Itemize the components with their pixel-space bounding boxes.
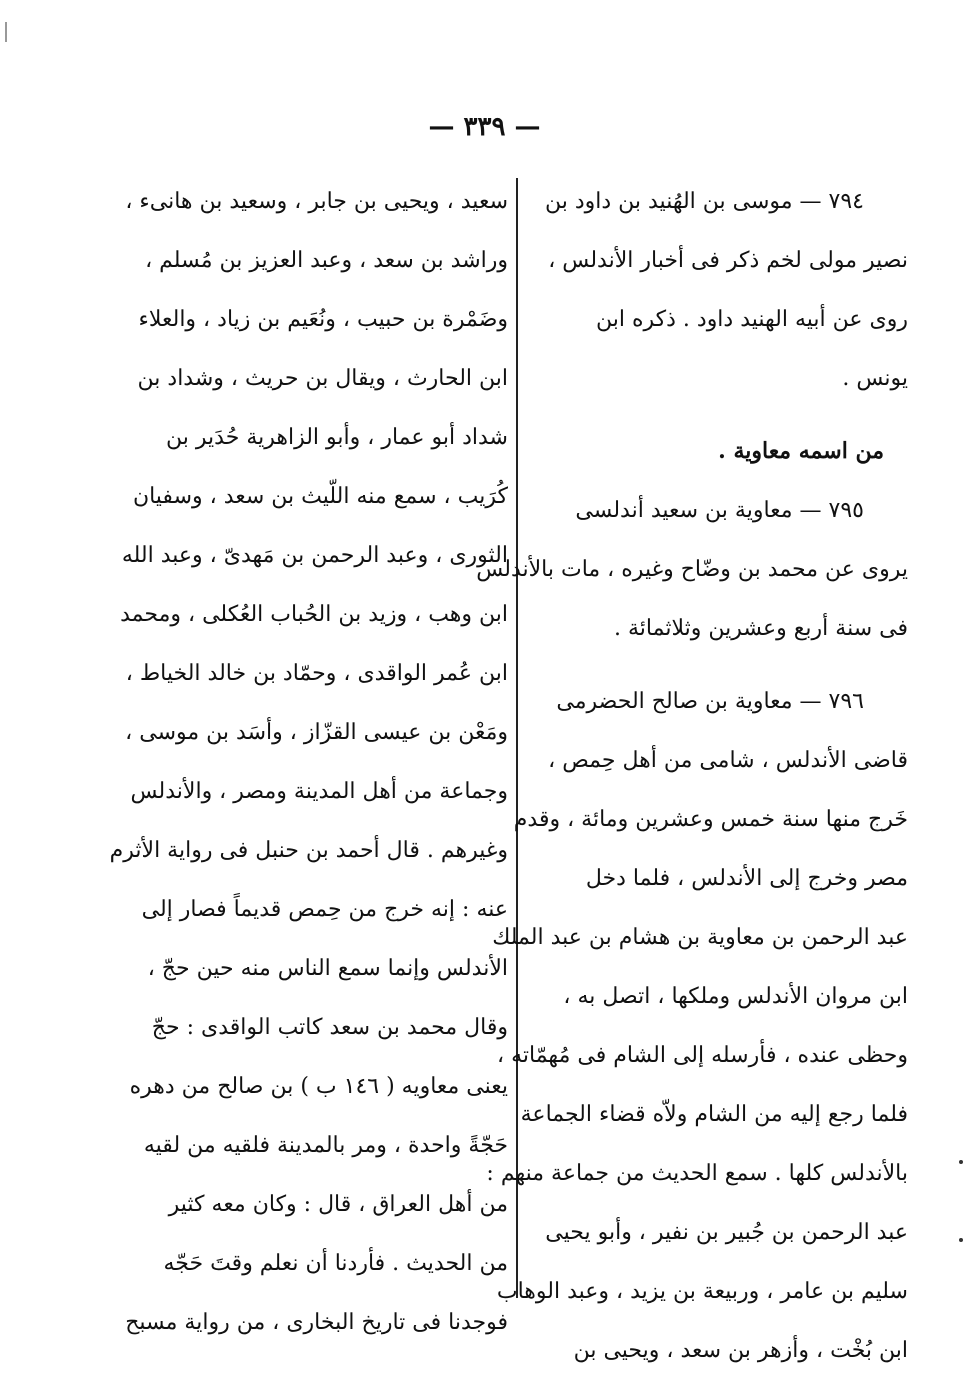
margin-dot: [959, 1160, 963, 1164]
text-line: قاضى الأندلس ، شامى من أهل حِمص ،: [548, 748, 908, 773]
text-line: فلما رجع إليه من الشام ولاّه قضاء الجماعة: [520, 1102, 908, 1127]
text-line: وحظى عنده ، فأرسله إلى الشام فى مُهمّاته ،: [497, 1043, 908, 1068]
text-line: وجماعة من أهل المدينة ومصر ، والأندلس: [130, 779, 508, 804]
text-line: وغيرهم . قال أحمد بن حنبل فى رواية الأثرم: [109, 838, 508, 863]
text-line: ومَعْن بن عيسى القزّاز ، وأسَد بن موسى ،: [125, 720, 508, 745]
text-line: مصر وخرج إلى الأندلس ، فلما دخل: [585, 866, 908, 891]
text-line: ابن عُمر الواقدى ، وحمّاد بن خالد الخياط ،: [125, 661, 508, 686]
text-line: ابن مروان الأندلس وملكها ، اتصل به ،: [563, 984, 908, 1009]
text-line: ابن وهب ، وزيد بن الحُباب العُكلى ، ومحمد: [120, 602, 508, 627]
section-heading: من اسمه معاوية .: [718, 438, 884, 464]
text-line: فى سنة أربع وعشرين وثلاثمائة .: [614, 616, 908, 641]
right-column: [476, 172, 908, 1363]
text-line: ٧٩٥ — معاوية بن سعيد أندلسى: [575, 498, 864, 523]
text-line: بالأندلس كلها . سمع الحديث من جماعة منهم :: [486, 1161, 908, 1186]
text-line: نصير مولى لخم ذكر فى أخبار الأندلس ،: [548, 248, 908, 273]
text-line: وضَمْرة بن حبيب ، ونُعَيم بن زياد ، والعلاء: [138, 307, 508, 332]
text-line: كُرَيب ، سمع منه اللّيث بن سعد ، وسفيان: [132, 484, 508, 509]
left-column: [109, 172, 508, 1335]
text-line: شداد أبو عمار ، وأبو الزاهرية حُدَير بن: [166, 425, 508, 450]
text-line: فوجدنا فى تاريخ البخارى ، من رواية مسبح: [125, 1310, 508, 1335]
text-line: وقال محمد بن سعد كاتب الواقدى : حجّ: [151, 1015, 508, 1040]
paragraph-gap: [524, 658, 908, 672]
paragraph-gap: [524, 408, 908, 422]
text-line: الأندلس وإنما سمع الناس منه حين حجّ ،: [147, 956, 508, 981]
text-line: ابن الحارث ، ويقال بن حريث ، وشداد بن: [137, 366, 508, 391]
text-line: يعنى معاويه ( ١٤٦ ب ) بن صالح من دهره: [129, 1074, 508, 1099]
column-divider: [516, 178, 518, 1298]
text-line: روى عن أبيه الهنيد داود . ذكره ابن: [596, 307, 908, 332]
text-line: الثورى ، وعبد الرحمن بن مَهدىّ ، وعبد الله: [121, 543, 508, 568]
text-line: يونس .: [842, 366, 908, 391]
text-line: سليم بن عامر ، وربيعة بن يزيد ، وعبد الوهاب: [496, 1279, 908, 1304]
text-line: ٧٩٦ — معاوية بن صالح الحضرمى: [556, 689, 864, 714]
margin-dot: [959, 1238, 963, 1242]
text-line: عبد الرحمن بن معاوية بن هشام بن عبد الملك: [492, 925, 908, 950]
text-line: عبد الرحمن بن جُبير بن نفير ، وأبو يحيى: [545, 1220, 908, 1245]
text-line: سعيد ، ويحيى بن جابر ، وسعيد بن هانىء ،: [125, 189, 508, 214]
text-line: من الحديث . فأردنا أن نعلم وقتَ حَجّه: [163, 1251, 508, 1276]
text-line: حَجّةً واحدة ، ومر بالمدينة فلقيه من لقيه: [143, 1133, 508, 1158]
text-line: ٧٩٤ — موسى بن الهُنيد بن داود بن: [544, 189, 864, 214]
text-line: من أهل العراق ، قال : وكان معه كثير: [168, 1192, 508, 1217]
margin-mark: [5, 22, 7, 42]
page-number: — ٣٣٩ —: [428, 112, 541, 142]
text-line: ابن بُخْت ، وأزهر بن سعد ، ويحيى بن: [573, 1338, 908, 1363]
text-line: خَرج منها سنة خمس وعشرين ومائة ، وقدم: [513, 807, 908, 832]
text-line: يروى عن محمد بن وضّاح وغيره ، مات بالأندلس: [476, 557, 908, 582]
text-line: عنه : إنه خرج من حِمص قديماً فصار إلى: [141, 897, 508, 922]
text-line: وراشد بن سعد ، وعبد العزيز بن مُسلم ،: [145, 248, 508, 273]
